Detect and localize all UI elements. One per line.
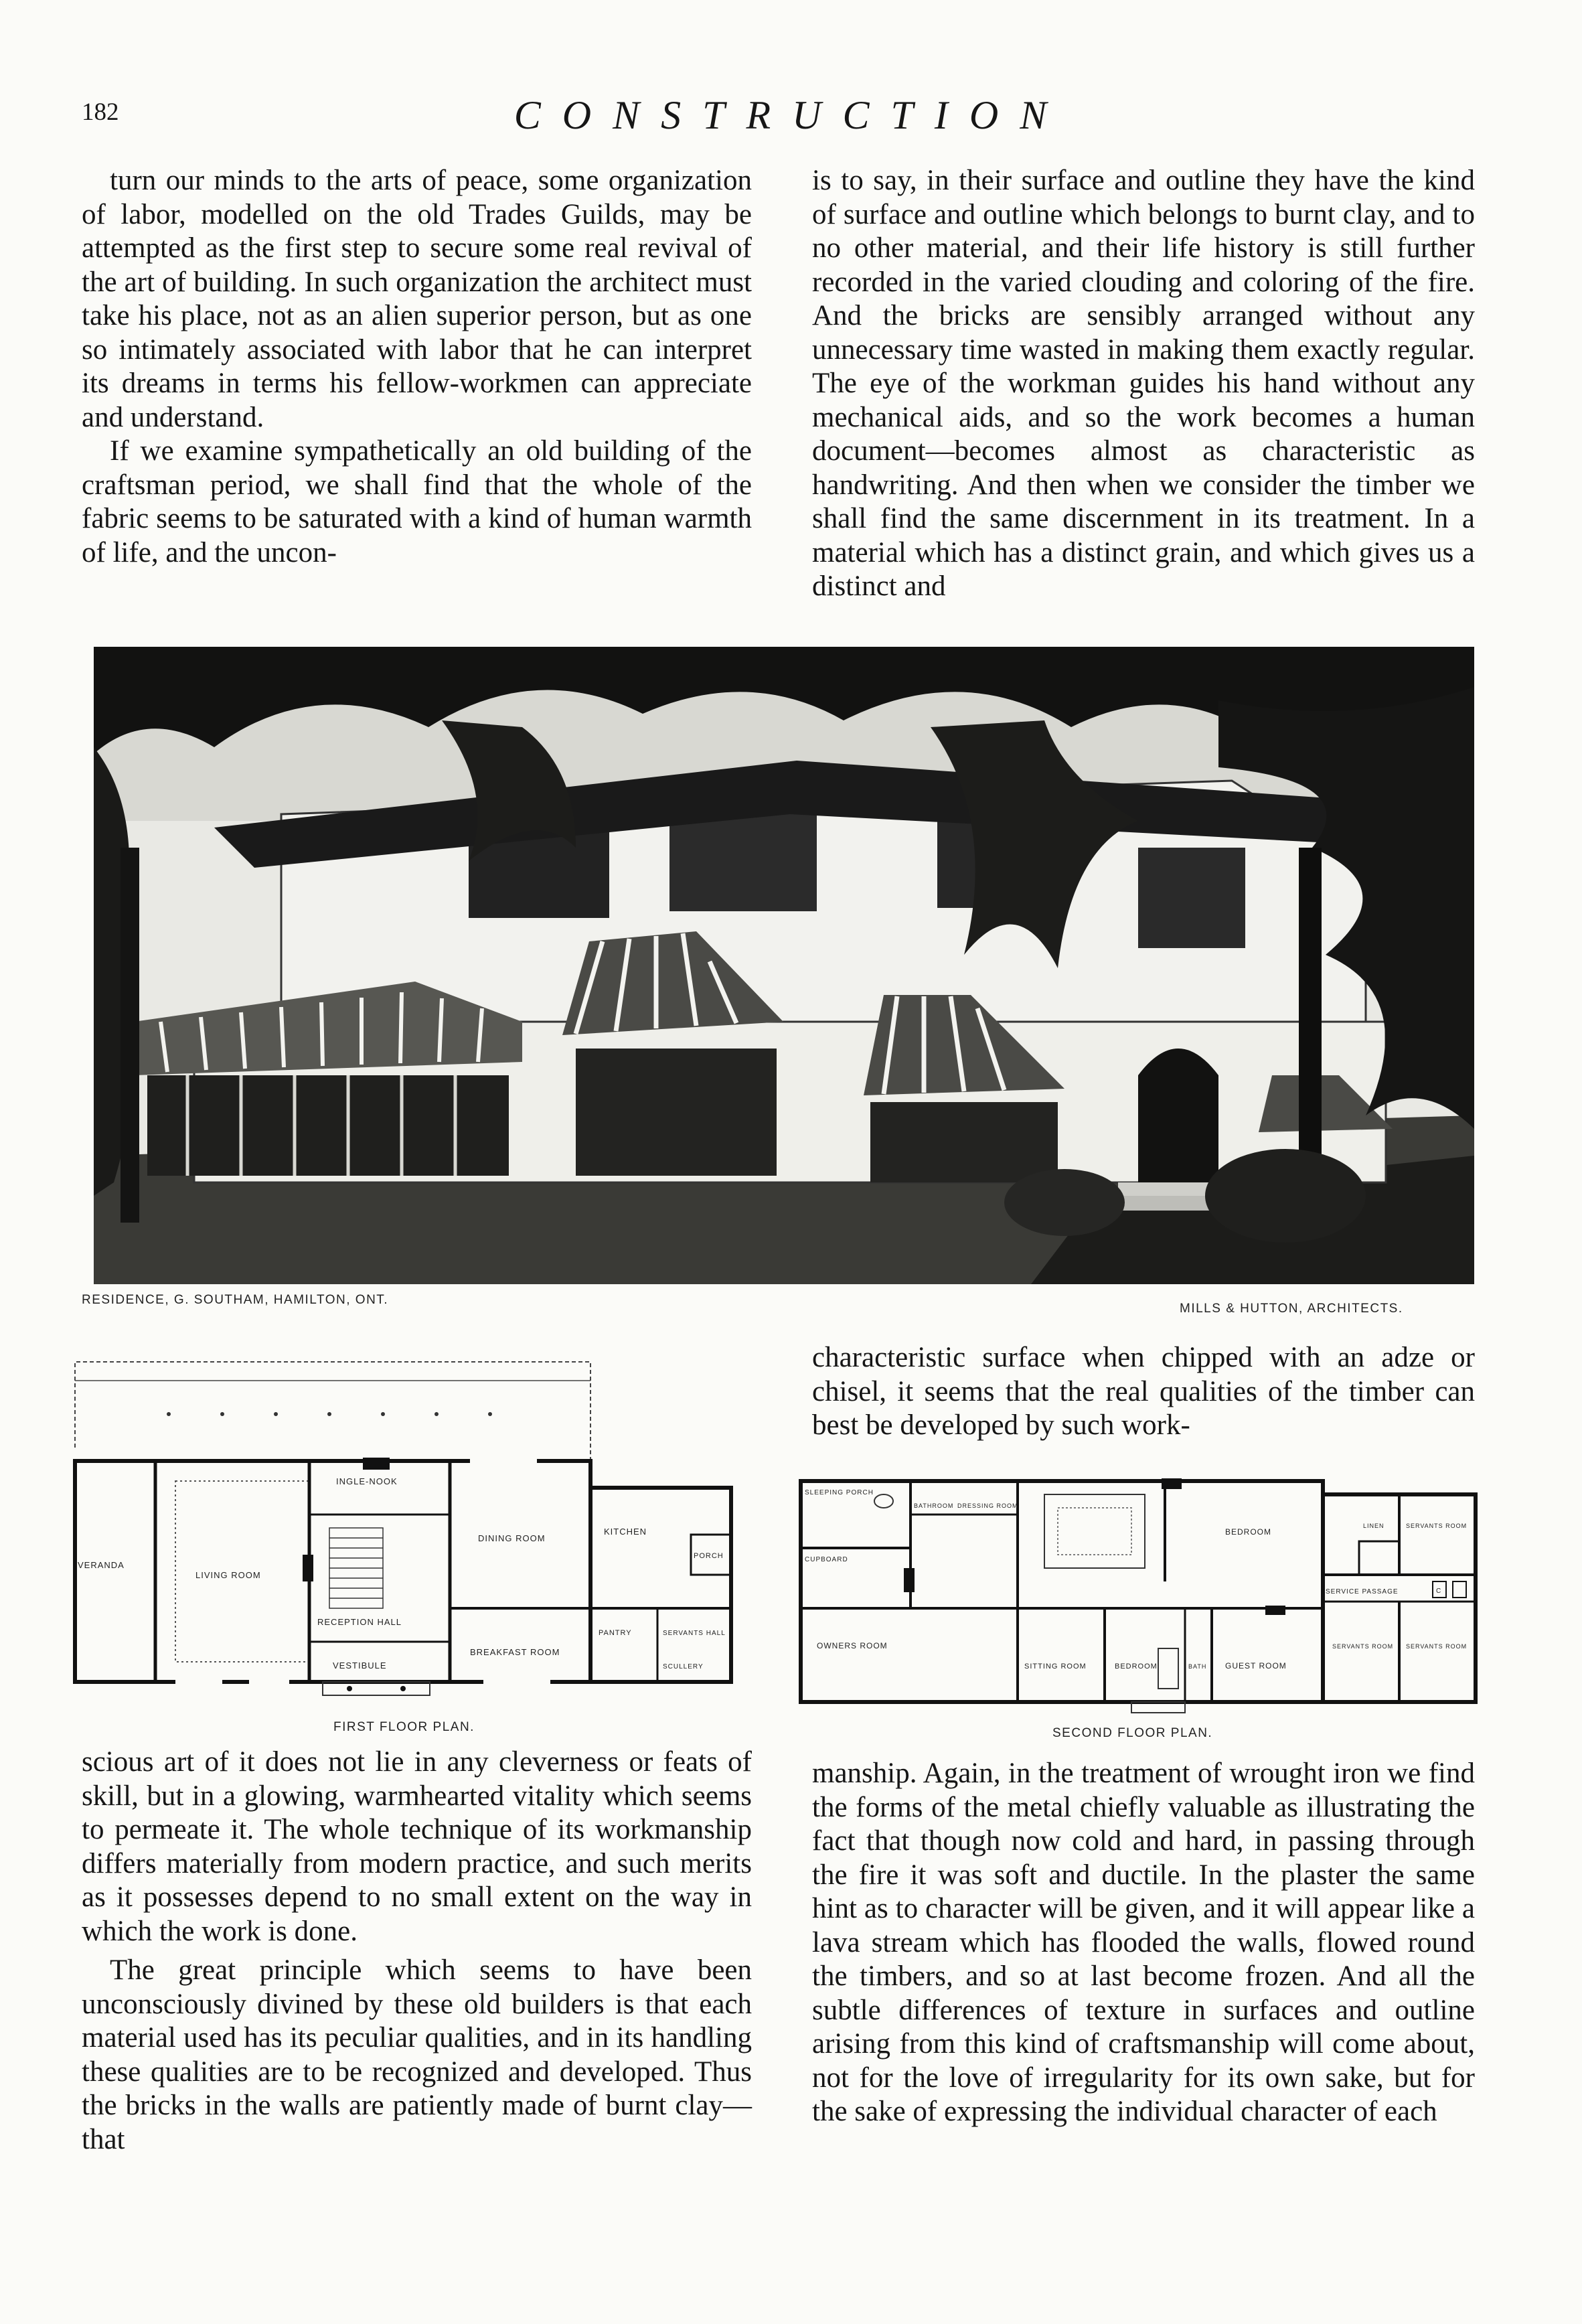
first-floor-plan (68, 1354, 738, 1709)
paragraph: turn our minds to the arts of peace, some organization of labor, modelled on the old Trades Guilds, may be attempted as the first step to secure some real revival of the art of building. In such organization the architect must take his place, not as an alien superior person, but as one so intimately associated with labor that he can interpret its dreams in terms his fellow-workmen can appreciate and understand. (82, 165, 752, 433)
paragraph: manship. Again, in the treatment of wrought iron we find the forms of the metal chiefly valuable as illustrating the fact that though now cold and hard, in passing through the fire it was soft and ductile. In the plaster the same hint as to character will be given, and it will appear like a lava stream which has flooded the walls, flowed round the timbers, and so at last become frozen. And all the subtle differences of texture in surfaces and outline arising from this kind of craftsmanship will come about, not for the love of irregularity for its own sake, but for the sake of expressing the individual character of each (812, 1758, 1475, 2127)
room-label-porch: PORCH (694, 1552, 724, 1560)
room-label-cupboard: CUPBOARD (805, 1556, 848, 1563)
room-label-living: LIVING ROOM (195, 1570, 261, 1580)
text-column-bottom-right (812, 1757, 1475, 2129)
room-label-guest: GUEST ROOM (1225, 1661, 1287, 1671)
room-label-closet: C (1436, 1587, 1442, 1595)
text-column-bottom-left (82, 1746, 752, 2157)
room-label-breakfast: BREAKFAST ROOM (470, 1647, 560, 1657)
room-label-pantry: PANTRY (599, 1629, 632, 1637)
page-number: 182 (82, 98, 119, 126)
room-label-verandah: VERANDA (78, 1560, 125, 1570)
room-label-bedroom-b: BEDROOM (1225, 1527, 1272, 1537)
room-label-servants-2: SERVANTS ROOM (1332, 1643, 1394, 1650)
paragraph: scious art of it does not lie in any cleverness or feats of skill, but in a glowing, warmhearted vitality which seems to permeate it. The whole technique of its workmanship differs materially from modern practice, and such merits as it possesses depend to no small extent on the way in which the work is done. (82, 1746, 752, 1947)
room-label-dressing: DRESSING ROOM (957, 1502, 1018, 1509)
room-label-sleeping-porch: SLEEPING PORCH (805, 1489, 874, 1496)
room-label-bathroom: BATHROOM (914, 1502, 954, 1509)
room-label-linen: LINEN (1363, 1523, 1385, 1529)
running-title: CONSTRUCTION (513, 93, 1069, 137)
text-column-top-right (812, 164, 1475, 604)
room-label-vestibule: VESTIBULE (333, 1660, 387, 1671)
room-label-service-passage: SERVICE PASSAGE (1326, 1588, 1399, 1596)
room-label-owners: OWNERS ROOM (817, 1641, 888, 1650)
room-label-servants-3: SERVANTS ROOM (1406, 1643, 1468, 1650)
room-label-bath: BATH (1188, 1663, 1207, 1670)
room-label-sitting: SITTING ROOM (1024, 1662, 1087, 1671)
paragraph: is to say, in their surface and outline they have the kind of surface and outline which belongs to burnt clay, and to no other material, and their life history is still further recorded in the varied clouding and coloring of the fire. And the bricks are sensibly arranged without any unnecessary time wasted in making them exactly regular. The eye of the workman guides his hand without any mechanical aids, and so the work becomes a human document—becomes almost as characteristic as handwriting. And then when we consider the timber we shall find the same discernment in its treatment. In a material which has a distinct grain, and which gives us a distinct and (812, 165, 1475, 602)
paragraph: If we examine sympathetically an old building of the craftsman period, we shall find that the whole of the fabric seems to be saturated with a kind of human warmth of life, and the uncon- (82, 435, 752, 568)
text-column-mid-right (812, 1341, 1475, 1443)
second-floor-caption: SECOND FLOOR PLAN. (1052, 1726, 1213, 1740)
first-floor-caption: FIRST FLOOR PLAN. (333, 1720, 475, 1734)
room-label-bedroom-a: BEDROOM (1115, 1662, 1158, 1671)
photo-caption-left: RESIDENCE, G. SOUTHAM, HAMILTON, ONT. (82, 1293, 389, 1307)
room-label-inglenook: INGLE-NOOK (336, 1476, 398, 1486)
room-label-kitchen: KITCHEN (604, 1527, 647, 1537)
room-label-scullery: SCULLERY (663, 1663, 704, 1671)
room-label-dining: DINING ROOM (478, 1533, 546, 1543)
paragraph: characteristic surface when chipped with an adze or chisel, it seems that the real qualities of the timber can best be developed by such work- (812, 1342, 1475, 1441)
text-column-top-left (82, 164, 752, 570)
residence-photo (94, 647, 1474, 1284)
room-label-servants-1: SERVANTS ROOM (1406, 1523, 1468, 1529)
room-label-reception: RECEPTION HALL (317, 1617, 402, 1627)
photo-caption-right: MILLS & HUTTON, ARCHITECTS. (1180, 1302, 1403, 1316)
paragraph: The great principle which seems to have been unconsciously divined by these old builders is that each material used has its peculiar qualities, and in its handling these qualities are to be recognized and developed. Thus the bricks in the walls are patiently made of burnt clay—that (82, 1954, 752, 2155)
room-label-servants-hall: SERVANTS HALL (663, 1630, 726, 1637)
second-floor-plan (797, 1474, 1480, 1715)
